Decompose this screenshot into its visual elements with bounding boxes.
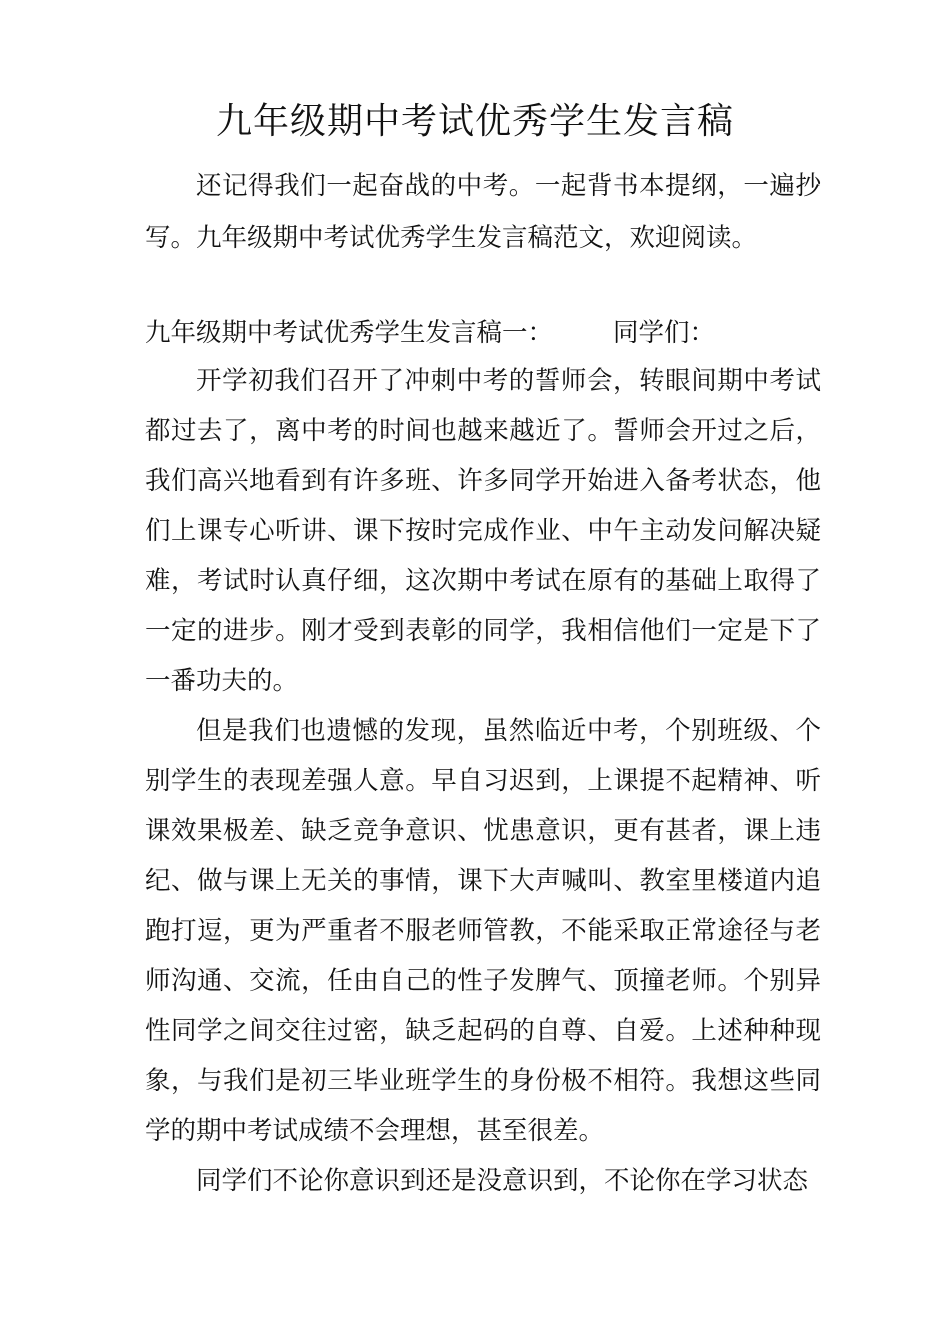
body-paragraph-1: 开学初我们召开了冲刺中考的誓师会，转眼间期中考试都过去了，离中考的时间也越来越近了。誓师会开过之后，我们高兴地看到有许多班、许多同学开始进入备考状态，他们上课专心听讲、课下按时完成作业、中午主动发问解决疑难，考试时认真仔细，这次期中考试在原有的基础上取得了一定的进步。刚才受到表彰的同学，我相信他们一定是下了一番功夫的。: [145, 366, 821, 696]
body-paragraph-3: 同学们不论你意识到还是没意识到，不论你在学习状态: [196, 1166, 809, 1196]
body-text: [145, 356, 821, 1206]
intro-block: [145, 160, 821, 264]
section-heading-line: [145, 308, 821, 358]
greeting: 同学们：: [613, 318, 716, 348]
document-title: 九年级期中考试优秀学生发言稿: [215, 101, 734, 142]
body-paragraph-2: 但是我们也遗憾的发现，虽然临近中考，个别班级、个别学生的表现差强人意。早自习迟到，上课提不起精神、听课效果极差、缺乏竞争意识、忧患意识，更有甚者，课上违纪、做与课上无关的事情，课下大声喊叫、教室里楼道内追跑打逗，更为严重者不服老师管教，不能采取正常途径与老师沟通、交流，任由自己的性子发脾气、顶撞老师。个别异性同学之间交往过密，缺乏起码的自尊、自爱。上述种种现象，与我们是初三毕业班学生的身份极不相符。我想这些同学的期中考试成绩不会理想，甚至很差。: [145, 716, 821, 1146]
section-heading: 九年级期中考试优秀学生发言稿一：: [145, 318, 554, 348]
intro-paragraph: 还记得我们一起奋战的中考。一起背书本提纲，一遍抄写。九年级期中考试优秀学生发言稿范文，欢迎阅读。: [145, 171, 821, 253]
